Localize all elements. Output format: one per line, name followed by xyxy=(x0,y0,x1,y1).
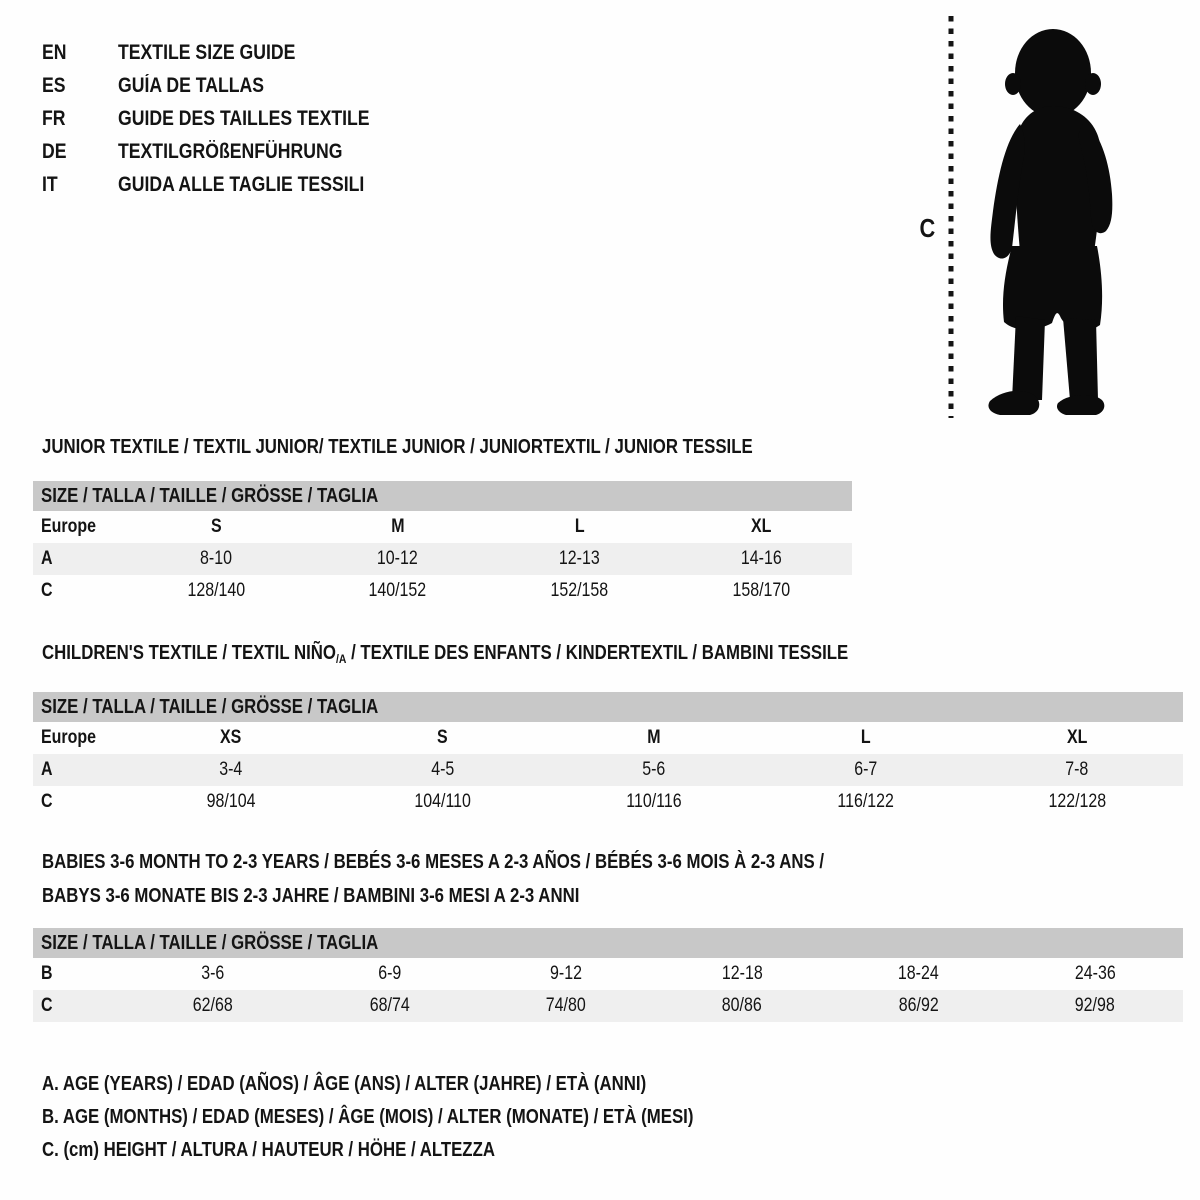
height-marker-label: C xyxy=(919,213,936,243)
lang-row-fr xyxy=(42,102,417,135)
children-row-a xyxy=(33,754,1183,786)
col-size: L xyxy=(860,727,871,748)
table-cell: 128/140 xyxy=(187,580,245,601)
junior-columns-row xyxy=(33,511,852,543)
table-cell: 104/110 xyxy=(414,791,471,812)
junior-size-table xyxy=(33,481,852,607)
row-label: Europe xyxy=(41,516,96,537)
children-size-table xyxy=(33,692,1183,818)
lang-title: GUÍA DE TALLAS xyxy=(118,73,265,97)
table-cell: 68/74 xyxy=(369,995,410,1016)
lang-title: GUIDE DES TAILLES TEXTILE xyxy=(118,106,370,130)
row-label: A xyxy=(41,548,53,569)
table-cell: 12-18 xyxy=(721,963,763,984)
table-cell: 4-5 xyxy=(430,759,454,780)
table-cell: 5-6 xyxy=(642,759,666,780)
lang-code: IT xyxy=(42,172,58,196)
junior-section-title xyxy=(42,436,888,459)
table-cell: 122/128 xyxy=(1048,791,1107,812)
babies-section-title-line2 xyxy=(42,885,682,908)
col-size: M xyxy=(647,727,661,748)
lang-code: EN xyxy=(42,40,67,64)
lang-title: GUIDA ALLE TAGLIE TESSILI xyxy=(118,172,365,196)
children-title-pre: CHILDREN'S TEXTILE / TEXTIL NIÑO xyxy=(42,642,336,664)
lang-title: TEXTILE SIZE GUIDE xyxy=(118,40,296,64)
babies-row-c xyxy=(33,990,1183,1022)
table-cell: 3-6 xyxy=(201,963,225,984)
table-cell: 7-8 xyxy=(1065,759,1089,780)
row-label: B xyxy=(41,963,53,984)
lang-row-en xyxy=(42,36,417,69)
junior-title-text: JUNIOR TEXTILE / TEXTIL JUNIOR/ TEXTILE JUNIOR / JUNIORTEXTIL / JUNIOR TESSILE xyxy=(42,436,753,458)
row-label: Europe xyxy=(41,727,96,748)
table-cell: 158/170 xyxy=(732,580,790,601)
size-header-label: SIZE / TALLA / TAILLE / GRÖSSE / TAGLIA xyxy=(41,931,379,954)
table-cell: 24-36 xyxy=(1074,963,1116,984)
table-cell: 152/158 xyxy=(550,580,609,601)
height-dashed-line xyxy=(946,16,956,418)
col-size: XS xyxy=(220,727,242,748)
legend-line-c-text: C. (cm) HEIGHT / ALTURA / HAUTEUR / HÖHE / ALTEZZA xyxy=(42,1139,495,1161)
legend-line-a-text: A. AGE (YEARS) / EDAD (AÑOS) / ÂGE (ANS) / ALTER (JAHRE) / ETÀ (ANNI) xyxy=(42,1073,647,1095)
lang-row-es xyxy=(42,69,417,102)
babies-size-header-bar xyxy=(33,928,1183,958)
legend-line-c xyxy=(42,1134,818,1167)
table-cell: 140/152 xyxy=(368,580,427,601)
lang-row-it xyxy=(42,168,417,201)
babies-section-title-line1 xyxy=(42,851,973,874)
lang-code: DE xyxy=(42,139,67,163)
size-header-label: SIZE / TALLA / TAILLE / GRÖSSE / TAGLIA xyxy=(41,695,379,718)
col-size: S xyxy=(437,727,448,748)
babies-size-table xyxy=(33,928,1183,1022)
children-title-post: / TEXTILE DES ENFANTS / KINDERTEXTIL / BAMBINI TESSILE xyxy=(346,642,849,664)
table-cell: 6-9 xyxy=(377,963,402,984)
row-label: C xyxy=(41,791,53,812)
junior-row-c xyxy=(33,575,852,607)
lang-code: FR xyxy=(42,106,66,130)
children-title-text xyxy=(42,642,848,666)
legend-line-a xyxy=(42,1068,818,1101)
col-size: L xyxy=(574,516,585,537)
table-cell: 8-10 xyxy=(199,548,232,569)
table-cell: 9-12 xyxy=(549,963,582,984)
table-cell: 10-12 xyxy=(377,548,419,569)
junior-row-a xyxy=(33,543,852,575)
row-label: C xyxy=(41,580,53,601)
table-cell: 92/98 xyxy=(1074,995,1115,1016)
junior-size-header-bar xyxy=(33,481,852,511)
table-cell: 12-13 xyxy=(558,548,600,569)
lang-row-de xyxy=(42,135,417,168)
children-row-c xyxy=(33,786,1183,818)
table-cell: 6-7 xyxy=(854,759,878,780)
col-size: M xyxy=(390,516,405,537)
table-cell: 116/122 xyxy=(837,791,894,812)
babies-title-line2-text: BABYS 3-6 MONATE BIS 2-3 JAHRE / BAMBINI 3-6 MESI A 2-3 ANNI xyxy=(42,885,580,907)
height-measure-figure xyxy=(900,0,1160,430)
children-size-header-bar xyxy=(33,692,1183,722)
table-cell: 18-24 xyxy=(898,963,939,984)
row-label: A xyxy=(41,759,53,780)
children-title-sub: /A xyxy=(335,652,347,666)
col-size: S xyxy=(210,516,222,537)
babies-row-b xyxy=(33,958,1183,990)
baby-silhouette xyxy=(960,14,1140,418)
table-cell: 86/92 xyxy=(898,995,939,1016)
table-cell: 98/104 xyxy=(206,791,256,812)
table-cell: 62/68 xyxy=(193,995,234,1016)
table-cell: 14-16 xyxy=(740,548,782,569)
lang-code: ES xyxy=(42,73,66,97)
size-header-label: SIZE / TALLA / TAILLE / GRÖSSE / TAGLIA xyxy=(41,484,379,507)
children-section-title xyxy=(42,642,1002,666)
table-cell: 3-4 xyxy=(219,759,243,780)
row-label: C xyxy=(41,995,53,1016)
legend-line-b xyxy=(42,1101,818,1134)
table-cell: 74/80 xyxy=(545,995,586,1016)
lang-title: TEXTILGRÖßENFÜHRUNG xyxy=(118,139,343,163)
measurement-legend xyxy=(42,1068,818,1167)
language-title-list xyxy=(42,36,417,201)
table-cell: 80/86 xyxy=(722,995,763,1016)
legend-line-b-text: B. AGE (MONTHS) / EDAD (MESES) / ÂGE (MOIS) / ALTER (MONATE) / ETÀ (MESI) xyxy=(42,1106,694,1128)
babies-title-line1-text: BABIES 3-6 MONTH TO 2-3 YEARS / BEBÉS 3-6 MESES A 2-3 AÑOS / BÉBÉS 3-6 MOIS À 2-3 ANS / xyxy=(42,851,825,873)
table-cell: 110/116 xyxy=(626,791,682,812)
col-size: XL xyxy=(750,516,772,537)
children-columns-row xyxy=(33,722,1183,754)
col-size: XL xyxy=(1066,727,1088,748)
